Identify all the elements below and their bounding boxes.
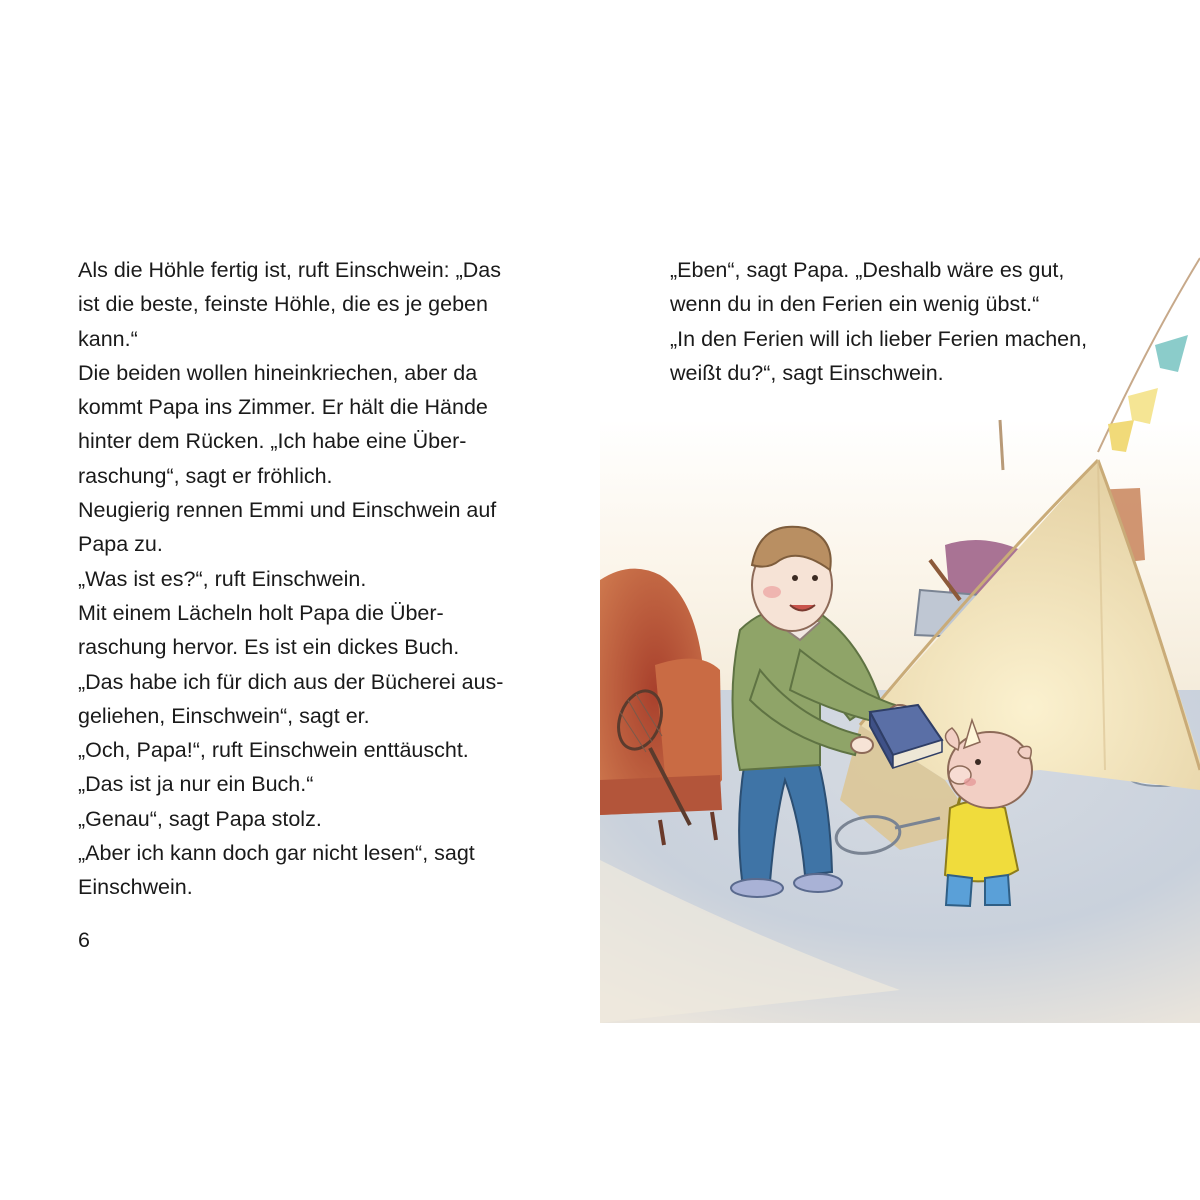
text-line: „Aber ich kann doch gar nicht lesen“, sagt: [78, 841, 475, 866]
text-line: wenn du in den Ferien ein wenig übst.“: [670, 292, 1040, 317]
text-line: „Das ist ja nur ein Buch.“: [78, 772, 314, 797]
page-number: 6: [78, 928, 90, 952]
text-line: raschung“, sagt er fröhlich.: [78, 463, 333, 488]
text-line: hinter dem Rücken. „Ich habe eine Über-: [78, 429, 467, 454]
text-line: ist die beste, feinste Höhle, die es je geben: [78, 292, 488, 317]
text-line: Mit einem Lächeln holt Papa die Über-: [78, 600, 444, 625]
text-line: geliehen, Einschwein“, sagt er.: [78, 703, 370, 728]
text-line: Einschwein.: [78, 875, 193, 900]
text-line: Neugierig rennen Emmi und Einschwein auf: [78, 498, 497, 523]
text-line: weißt du?“, sagt Einschwein.: [670, 360, 944, 385]
text-line: „Was ist es?“, ruft Einschwein.: [78, 566, 367, 591]
text-line: kann.“: [78, 326, 138, 351]
text-line: Papa zu.: [78, 532, 163, 557]
text-line: „In den Ferien will ich lieber Ferien machen,: [670, 326, 1088, 351]
text-line: kommt Papa ins Zimmer. Er hält die Hände: [78, 395, 488, 420]
text-line: „Genau“, sagt Papa stolz.: [78, 806, 322, 831]
text-line: „Das habe ich für dich aus der Bücherei aus-: [78, 669, 504, 694]
left-page-text: [78, 253, 548, 905]
text-line: raschung hervor. Es ist ein dickes Buch.: [78, 635, 460, 660]
text-line: Die beiden wollen hineinkriechen, aber da: [78, 360, 478, 385]
text-line: Als die Höhle fertig ist, ruft Einschwein: „Das: [78, 258, 501, 282]
text-line: „Och, Papa!“, ruft Einschwein enttäuscht.: [78, 738, 469, 763]
right-page-text: [670, 253, 1130, 390]
text-line: „Eben“, sagt Papa. „Deshalb wäre es gut,: [670, 258, 1065, 282]
